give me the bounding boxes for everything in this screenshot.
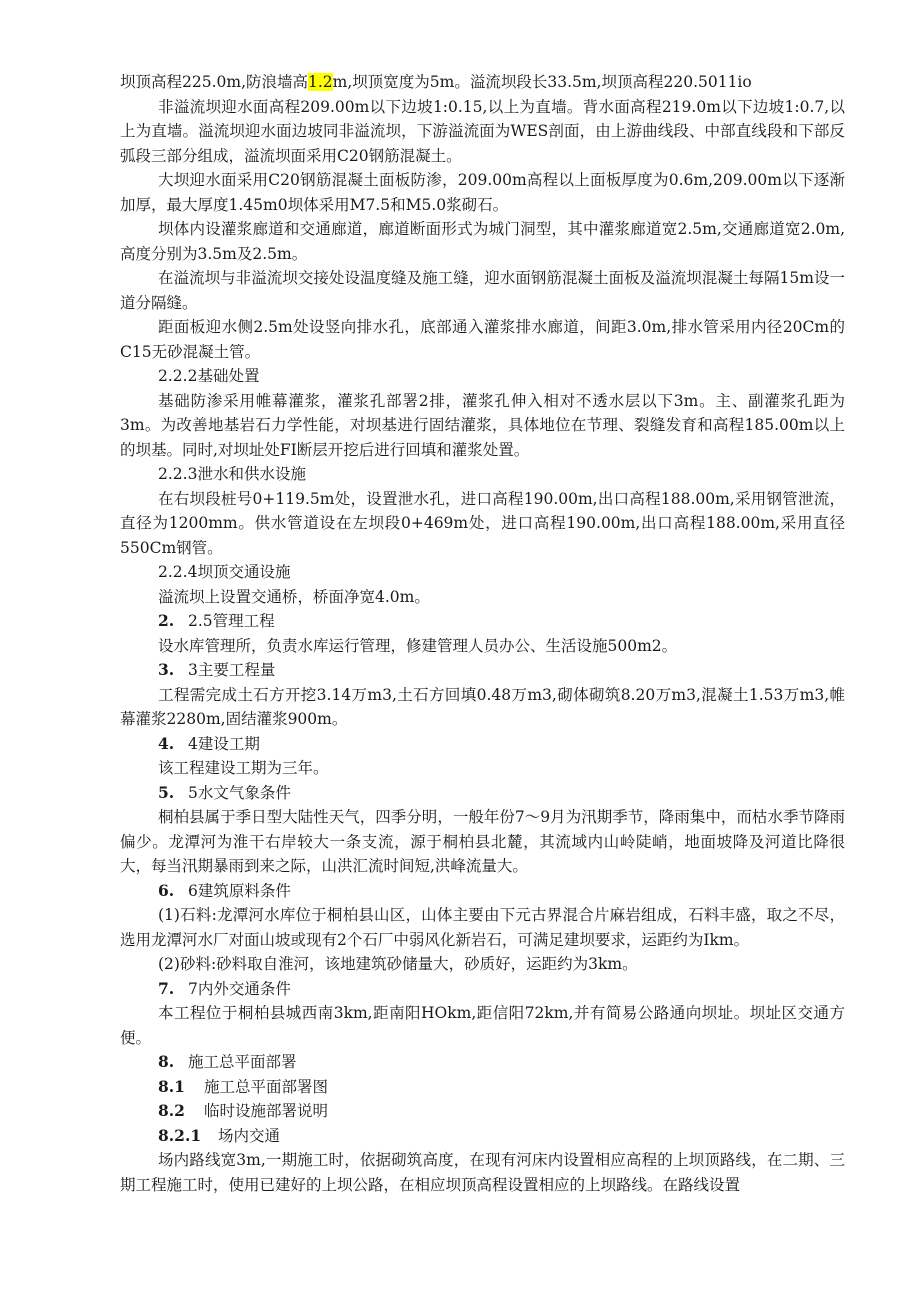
paragraph-drain-holes: 距面板迎水侧2.5m处设竖向排水孔，底部通入灌浆排水廊道，间距3.0m,排水管采用内径20Cm的C15无砂混凝土管。: [120, 318, 845, 361]
paragraph-crest-elevation: 坝顶高程225.0m,防浪墙高1.2m,坝顶宽度为5m。溢流坝段长33.5m,坝顶高程220.5011io: [120, 73, 752, 91]
heading-hydrology: 5. 5水文气象条件: [158, 782, 291, 802]
paragraph-non-overflow-dam: 非溢流坝迎水面高程209.00m以下边坡1:0.15,以上为直墙。背水面高程219.0m以下边坡1:0.7,以上为直墙。溢流坝迎水面边坡同非溢流坝，下游溢流面为WES剖面，由上游曲线段、中部直线段和下部反弧段三部分组成，溢流坝面采用C20钢筋混凝土。: [120, 97, 845, 165]
paragraph-quantities: 工程需完成土石方开挖3.14万m3,土石方回填0.48万m3,砌体砌筑8.20万m3,混凝土1.53万m3,帷幕灌浆2280m,固结灌浆900m。: [120, 685, 845, 728]
heading-quantities: 3. 3主要工程量: [158, 660, 276, 679]
heading-materials: 6. 6建筑原料条件: [158, 880, 291, 900]
highlighted-text: 1.2: [308, 73, 333, 91]
heading-2-2-2: 2.2.2基础处置: [158, 367, 260, 385]
paragraph-galleries: 坝体内设灌浆廊道和交通廊道，廊道断面形式为城门洞型，其中灌浆廊道宽2.5m,交通廊道宽2.0m,高度分别为3.5m及2.5m。: [120, 220, 845, 263]
paragraph-traffic: 本工程位于桐柏县城西南3km,距南阳HOkm,距信阳72km,并有简易公路通向坝址。坝址区交通方便。: [120, 1004, 845, 1047]
paragraph-outlet: 在右坝段桩号0+119.5m处，设置泄水孔，进口高程190.00m,出口高程188.00m,采用钢管泄流，直径为1200mm。供水管道设在左坝段0+469m处，进口高程190.00m,出口高程188.00m,采用直径550Cm钢管。: [120, 489, 845, 557]
paragraph-bridge: 溢流坝上设置交通桥，桥面净宽4.0m。: [158, 587, 430, 606]
paragraph-stone: (1)石料:龙潭河水库位于桐柏县山区，山体主要由下元古界混合片麻岩组成，石料丰盛，取之不尽，选用龙潭河水厂对面山坡或现有2个石厂中弱风化新岩石，可满足建坝要求，运距约为Ikm。: [120, 906, 845, 949]
paragraph-face-slab: 大坝迎水面采用C20钢筋混凝土面板防渗，209.00m高程以上面板厚度为0.6m,209.00m以下逐渐加厚，最大厚度1.45m0坝体采用M7.5和M5.0浆砌石。: [120, 171, 845, 214]
heading-2-2-4: 2.2.4坝顶交通设施: [158, 563, 291, 581]
paragraph-schedule: 该工程建设工期为三年。: [158, 759, 329, 777]
heading-8-2: 8.2 临时设施部署说明: [158, 1101, 329, 1120]
paragraph-site-roads: 场内路线宽3m,一期施工时，依据砌筑高度，在现有河床内设置相应高程的上坝顶路线，在二期、三期工程施工时，使用已建好的上坝公路，在相应坝顶高程设置相应的上坝路线。在路线设置: [120, 1151, 845, 1194]
paragraph-hydrology: 桐柏县属于季日型大陆性天气，四季分明，一般年份7～9月为汛期季节，降雨集中，而枯水季节降雨偏少。龙潭河为淮干右岸较大一条支流，源于桐柏县北麓，其流域内山岭陡峭，地面坡降及河道比降很大，每当汛期暴雨到来之际，山洪汇流时间短,洪峰流量大。: [120, 808, 845, 875]
heading-management: 2. 2.5管理工程: [158, 611, 275, 630]
heading-traffic: 7. 7内外交通条件: [158, 978, 291, 998]
document-body: [120, 70, 845, 1197]
paragraph-joints: 在溢流坝与非溢流坝交接处设温度缝及施工缝，迎水面钢筋混凝土面板及溢流坝混凝土每隔15m设一道分隔缝。: [120, 269, 845, 312]
heading-layout: 8. 施工总平面部署: [158, 1052, 297, 1071]
paragraph-foundation: 基础防渗采用帷幕灌浆，灌浆孔部署2排，灌浆孔伸入相对不透水层以下3m。主、副灌浆孔距为3m。为改善地基岩石力学性能，对坝基进行固结灌浆，具体地位在节理、裂缝发育和高程185.00m以上的坝基。同时,对坝址处FI断层开挖后进行回填和灌浆处置。: [120, 391, 845, 459]
paragraph-management: 设水库管理所，负责水库运行管理，修建管理人员办公、生活设施500m2。: [158, 636, 678, 655]
heading-2-2-3: 2.2.3泄水和供水设施: [158, 465, 306, 483]
paragraph-sand: (2)砂料:砂料取自淮河，该地建筑砂储量大，砂质好，运距约为3km。: [158, 955, 638, 973]
heading-8-1: 8.1 施工总平面部署图: [158, 1076, 329, 1096]
heading-schedule: 4. 4建设工期: [158, 733, 260, 753]
heading-8-2-1: 8.2.1 场内交通: [158, 1125, 281, 1145]
